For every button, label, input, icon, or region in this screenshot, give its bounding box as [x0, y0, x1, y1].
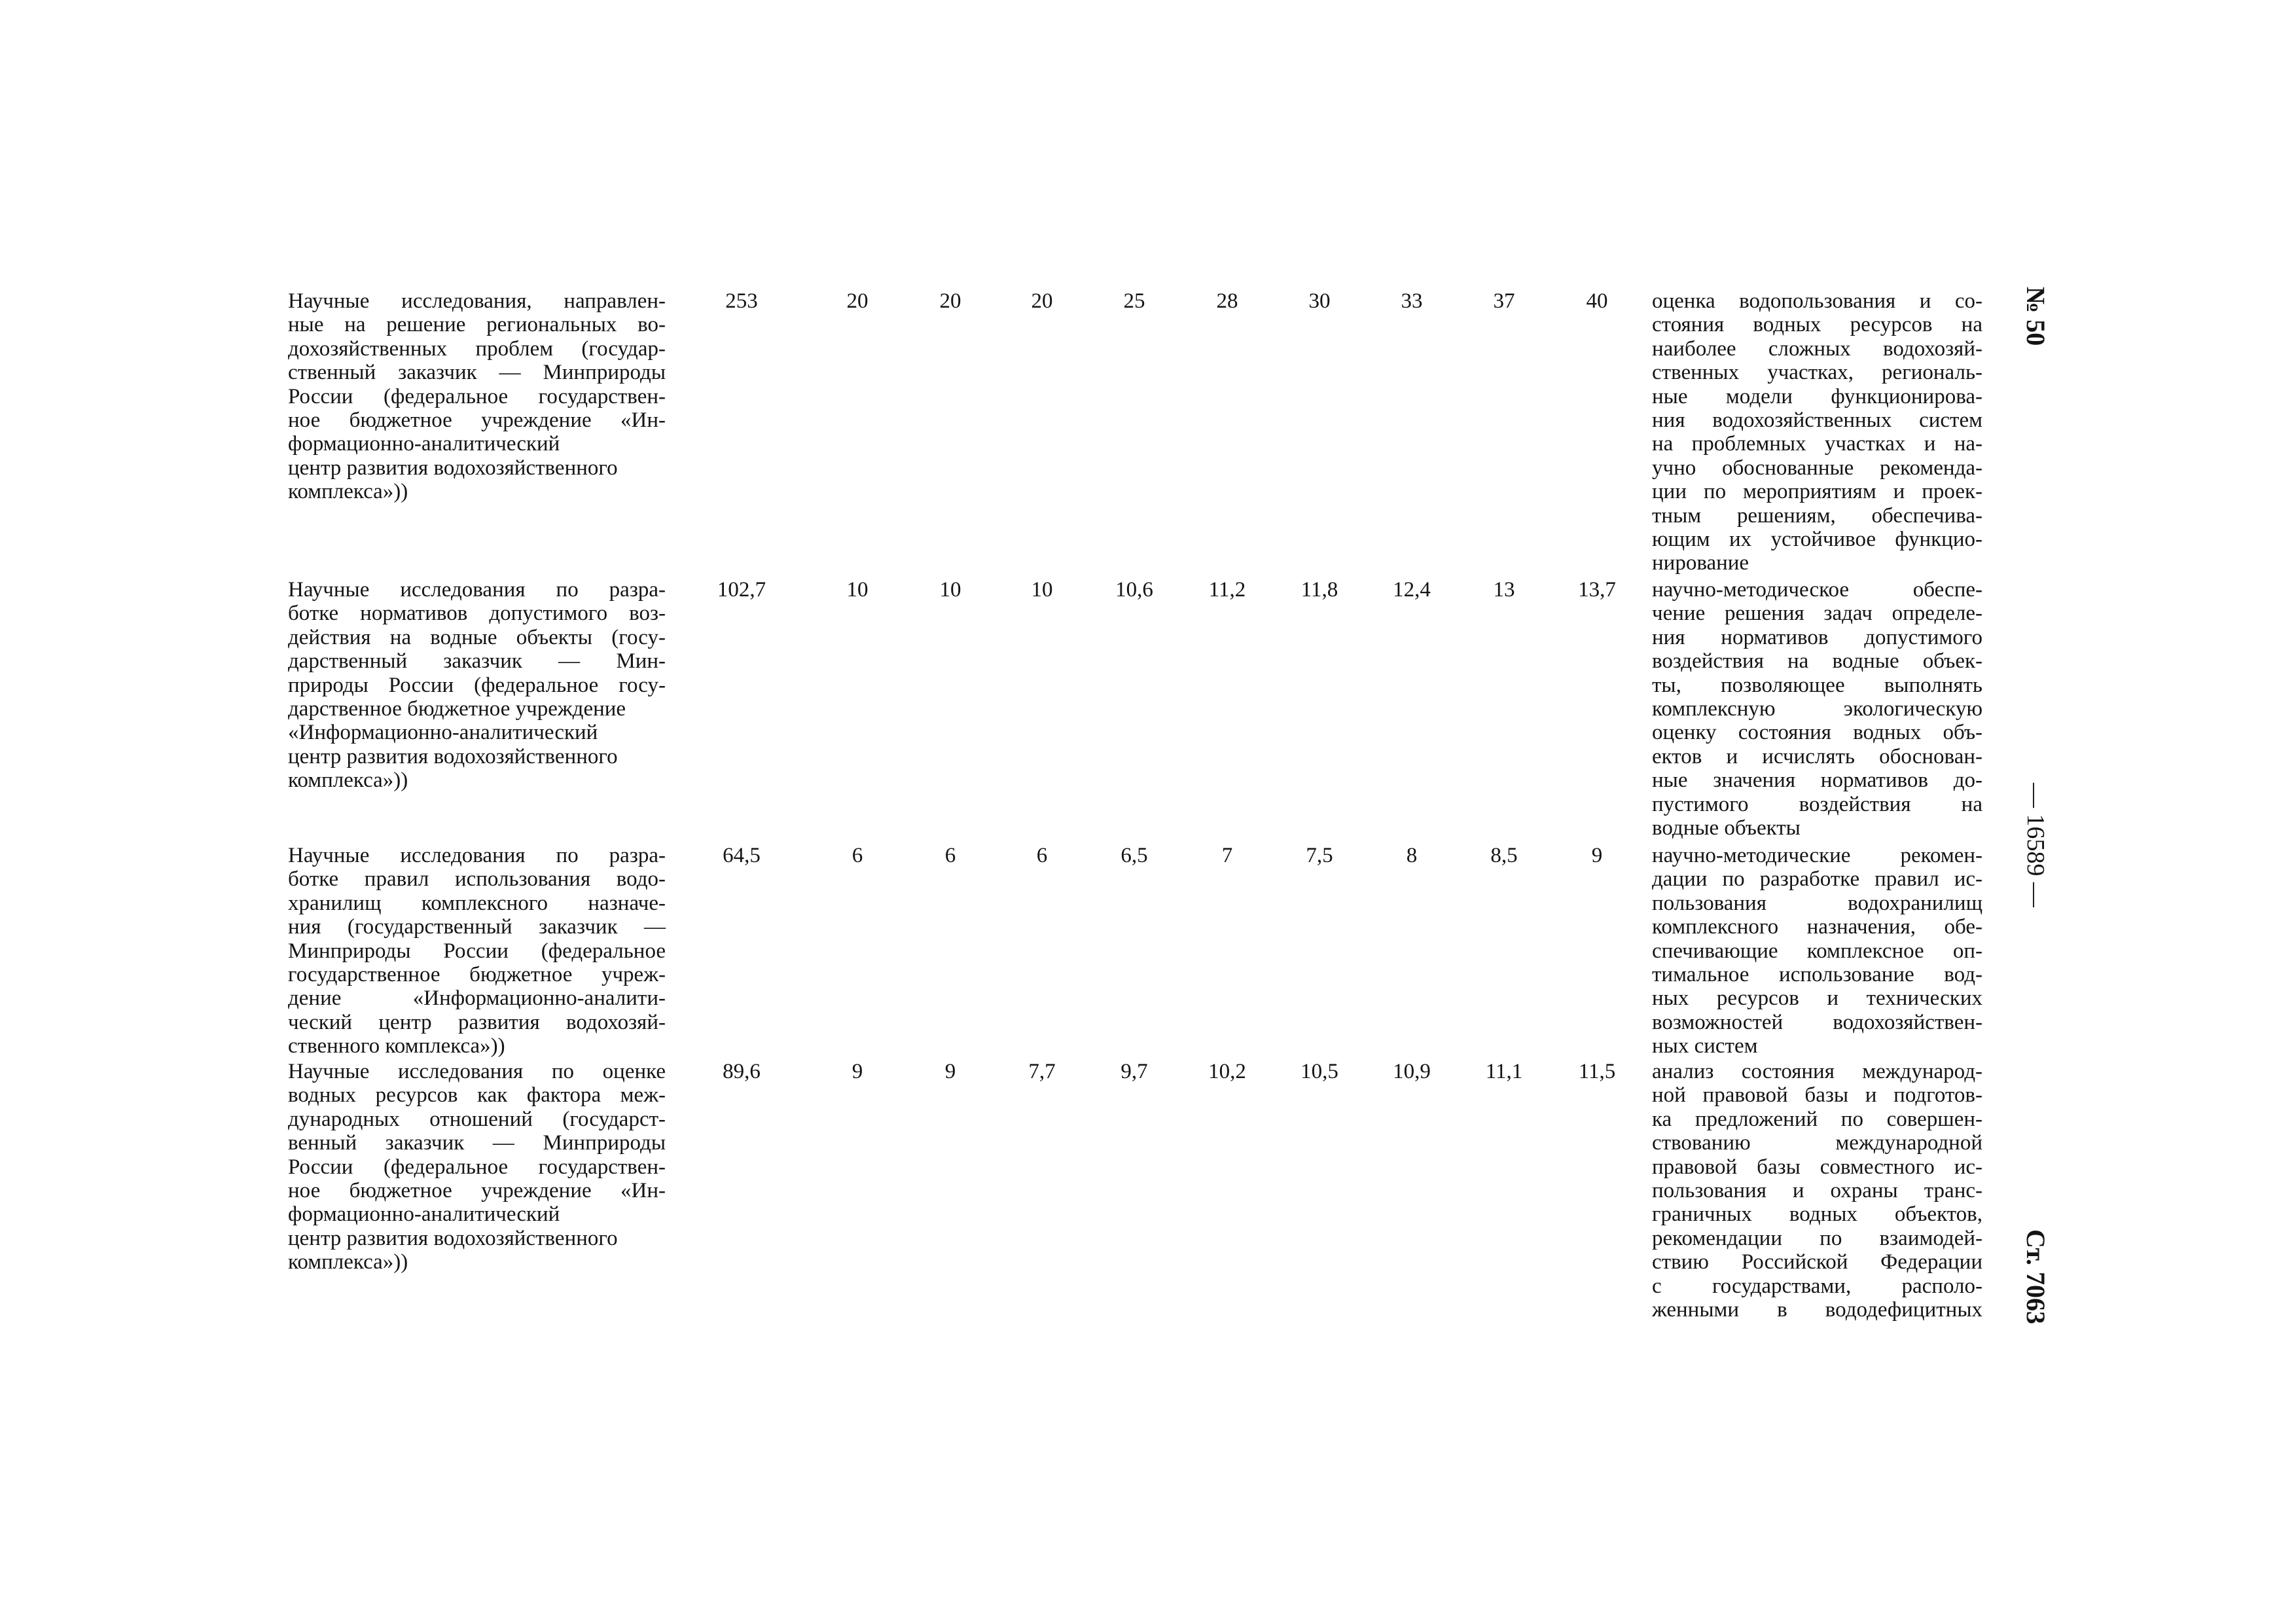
- text-line: возможностей водохозяйствен-: [1652, 1010, 1982, 1034]
- text-line: Научные исследования, направлен-: [288, 289, 666, 313]
- text-line: водные объекты: [1652, 816, 1801, 840]
- text-line: ния нормативов допустимого: [1652, 625, 1982, 649]
- text-line: центр развития водохозяйственного: [288, 456, 618, 480]
- value-cell: 33: [1401, 289, 1423, 313]
- value-cell: 9: [944, 1060, 956, 1083]
- row-result: [1652, 289, 1982, 575]
- value-cell: 6: [944, 844, 956, 867]
- text-line: ческий центр развития водохозяй-: [288, 1010, 666, 1034]
- value-cell: 20: [1031, 289, 1053, 313]
- value-cell: 6: [1036, 844, 1048, 867]
- text-line: ты, позволяющее выполнять: [1652, 673, 1982, 697]
- text-line: женными в вододефицитных: [1652, 1298, 1982, 1322]
- text-line: ции по мероприятиям и проек-: [1652, 480, 1982, 504]
- value-cell: 7,7: [1028, 1060, 1056, 1083]
- value-cell: 9: [852, 1060, 863, 1083]
- row-result: [1652, 1060, 1982, 1322]
- value-cell: 12,4: [1393, 578, 1431, 602]
- value-cell: 11,8: [1300, 578, 1338, 602]
- text-line: ющим их устойчивое функцио-: [1652, 528, 1982, 552]
- text-line: научно-методическое обеспе-: [1652, 578, 1982, 602]
- row-result: [1652, 578, 1982, 840]
- value-cell: 40: [1586, 289, 1608, 313]
- text-line: ных систем: [1652, 1034, 1758, 1058]
- text-line: ектов и исчислять обоснован-: [1652, 744, 1982, 768]
- value-cell: 89,6: [723, 1060, 761, 1083]
- text-line: спечивающие комплексное оп-: [1652, 939, 1982, 963]
- text-line: анализ состояния международ-: [1652, 1060, 1982, 1083]
- text-line: комплексную экологическую: [1652, 697, 1982, 721]
- text-line: действия на водные объекты (госу-: [288, 625, 666, 649]
- text-line: научно-методические рекомен-: [1652, 844, 1982, 867]
- text-line: природы России (федеральное госу-: [288, 673, 666, 697]
- text-line: дохозяйственных проблем (государ-: [288, 336, 666, 361]
- text-line: ствию Российской Федерации: [1652, 1250, 1982, 1274]
- text-line: ственных участках, региональ-: [1652, 361, 1982, 385]
- text-line: комплекса»)): [288, 480, 408, 504]
- text-line: ка предложений по совершен-: [1652, 1107, 1982, 1131]
- text-line: на проблемных участках и на-: [1652, 432, 1982, 456]
- text-line: правовой базы совместного ис-: [1652, 1155, 1982, 1179]
- text-line: учно обоснованные рекоменда-: [1652, 456, 1982, 480]
- issue-number: № 50: [2021, 287, 2051, 346]
- text-line: государственное бюджетное учреж-: [288, 963, 666, 987]
- value-cell: 11,5: [1578, 1060, 1616, 1083]
- row-result: [1652, 844, 1982, 1058]
- value-cell: 10: [1031, 578, 1053, 602]
- value-cell: 7,5: [1306, 844, 1333, 867]
- text-line: оценка водопользования и со-: [1652, 289, 1982, 313]
- text-line: центр развития водохозяйственного: [288, 744, 618, 768]
- row-description: [288, 1060, 666, 1274]
- text-line: формационно-аналитический: [288, 1202, 560, 1227]
- text-line: дународных отношений (государст-: [288, 1107, 666, 1131]
- text-line: формационно-аналитический: [288, 432, 560, 456]
- text-line: ственного комплекса»)): [288, 1034, 505, 1058]
- text-line: комплекса»)): [288, 768, 408, 793]
- text-line: дарственный заказчик — Мин-: [288, 649, 666, 674]
- text-line: Научные исследования по разра-: [288, 578, 666, 602]
- text-line: Научные исследования по оценке: [288, 1060, 666, 1083]
- text-line: комплексного назначения, обе-: [1652, 915, 1982, 939]
- text-line: ные значения нормативов до-: [1652, 768, 1982, 793]
- text-line: Научные исследования по разра-: [288, 844, 666, 867]
- text-line: граничных водных объектов,: [1652, 1202, 1982, 1227]
- text-line: тным решениям, обеспечива-: [1652, 503, 1982, 528]
- value-cell: 13,7: [1578, 578, 1616, 602]
- text-line: тимальное использование вод-: [1652, 963, 1982, 987]
- text-line: рекомендации по взаимодей-: [1652, 1226, 1982, 1250]
- value-cell: 102,7: [717, 578, 766, 602]
- value-cell: 253: [725, 289, 758, 313]
- value-cell: 13: [1493, 578, 1515, 602]
- value-cell: 10: [939, 578, 961, 602]
- text-line: ных ресурсов и технических: [1652, 986, 1982, 1011]
- value-cell: 11,1: [1485, 1060, 1523, 1083]
- value-cell: 37: [1493, 289, 1515, 313]
- text-line: ные модели функционирова-: [1652, 384, 1982, 408]
- text-line: хранилищ комплексного назначе-: [288, 891, 666, 915]
- value-cell: 7: [1221, 844, 1233, 867]
- text-line: пустимого воздействия на: [1652, 792, 1982, 816]
- value-cell: 20: [939, 289, 961, 313]
- text-line: ботке правил использования водо-: [288, 867, 666, 892]
- text-line: Минприроды России (федеральное: [288, 939, 666, 963]
- article-number: Ст. 7063: [2021, 1229, 2051, 1324]
- text-line: чение решения задач определе-: [1652, 602, 1982, 626]
- text-line: оценку состояния водных объ-: [1652, 721, 1982, 745]
- text-line: ния водохозяйственных систем: [1652, 408, 1982, 433]
- value-cell: 8: [1406, 844, 1418, 867]
- row-description: [288, 578, 666, 793]
- text-line: ные на решение региональных во-: [288, 313, 666, 337]
- value-cell: 10,6: [1115, 578, 1153, 602]
- text-line: России (федеральное государствен-: [288, 384, 666, 408]
- text-line: ное бюджетное учреждение «Ин-: [288, 1179, 666, 1203]
- value-cell: 9: [1591, 844, 1603, 867]
- value-cell: 6,5: [1121, 844, 1148, 867]
- text-line: водных ресурсов как фактора меж-: [288, 1083, 666, 1108]
- text-line: стояния водных ресурсов на: [1652, 313, 1982, 337]
- value-cell: 9,7: [1121, 1060, 1148, 1083]
- value-cell: 64,5: [723, 844, 761, 867]
- text-line: ния (государственный заказчик —: [288, 915, 666, 939]
- text-line: России (федеральное государствен-: [288, 1155, 666, 1179]
- text-line: наиболее сложных водохозяй-: [1652, 336, 1982, 361]
- text-line: дарственное бюджетное учреждение: [288, 697, 626, 721]
- value-cell: 28: [1216, 289, 1238, 313]
- text-line: воздействия на водные объек-: [1652, 649, 1982, 674]
- text-line: ствованию международной: [1652, 1131, 1982, 1155]
- text-line: ботке нормативов допустимого воз-: [288, 602, 666, 626]
- text-line: дации по разработке правил ис-: [1652, 867, 1982, 892]
- row-description: [288, 289, 666, 504]
- value-cell: 30: [1308, 289, 1331, 313]
- text-line: ное бюджетное учреждение «Ин-: [288, 408, 666, 433]
- text-line: венный заказчик — Минприроды: [288, 1131, 666, 1155]
- value-cell: 11,2: [1208, 578, 1246, 602]
- text-line: пользования и охраны транс-: [1652, 1179, 1982, 1203]
- text-line: комплекса»)): [288, 1250, 408, 1274]
- value-cell: 8,5: [1490, 844, 1518, 867]
- text-line: «Информационно-аналитический: [288, 721, 598, 745]
- text-line: дение «Информационно-аналити-: [288, 986, 666, 1011]
- value-cell: 10: [846, 578, 869, 602]
- text-line: нирование: [1652, 551, 1749, 575]
- text-line: ной правовой базы и подготов-: [1652, 1083, 1982, 1108]
- value-cell: 10,2: [1208, 1060, 1246, 1083]
- text-line: с государствами, располо-: [1652, 1274, 1982, 1298]
- row-description: [288, 844, 666, 1058]
- value-cell: 10,5: [1300, 1060, 1338, 1083]
- value-cell: 20: [846, 289, 869, 313]
- page-range: — 16589 —: [2022, 783, 2049, 907]
- value-cell: 10,9: [1393, 1060, 1431, 1083]
- value-cell: 6: [852, 844, 863, 867]
- value-cell: 25: [1123, 289, 1145, 313]
- text-line: ственный заказчик — Минприроды: [288, 361, 666, 385]
- text-line: центр развития водохозяйственного: [288, 1226, 618, 1250]
- text-line: пользования водохранилищ: [1652, 891, 1982, 915]
